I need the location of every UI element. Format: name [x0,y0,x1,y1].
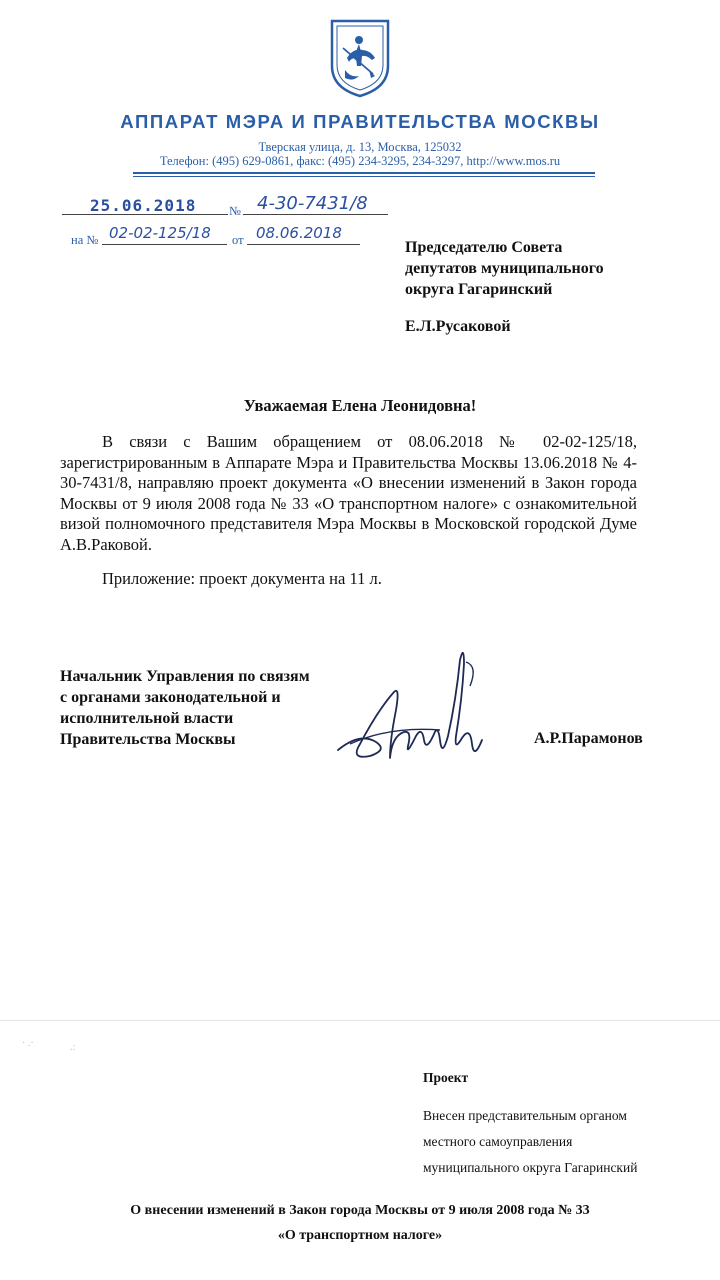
scan-speck: .: [70,1042,76,1053]
draft-label: Проект [423,1070,469,1085]
draft-note-line: Внесен представительным органом [423,1108,627,1123]
attachment-note: Приложение: проект документа на 11 л. [102,569,382,588]
page-divider [0,1020,720,1021]
signer-name: А.Р.Парамонов [534,730,643,747]
number-label: № [229,204,241,218]
signer-title-line: Правительства Москвы [60,731,236,748]
scan-speck: · .· [22,1038,34,1049]
signer-title [60,666,350,750]
incoming-date-underline [247,244,360,245]
reply-to-label: на № [71,233,99,247]
signer-title-line: исполнительной власти [60,710,234,727]
salutation: Уважаемая Елена Леонидовна! [243,396,477,415]
draft-submitter-note [423,1103,683,1181]
draft-title-line-1: О внесении изменений в Закон города Москвы от 9 июля 2008 года № 33 [130,1203,590,1218]
addressee-name: Е.Л.Русаковой [405,318,511,335]
from-label: от [232,233,244,247]
addressee-line: Председателю Совета [405,239,563,256]
signer-title-line: с органами законодательной и [60,689,281,706]
number-underline [243,214,388,215]
organization-contacts: Телефон: (495) 629-0861, факс: (495) 234-3295, 234-3297, http://www.mos.ru [159,154,561,168]
signer-title-line: Начальник Управления по связям [60,668,310,685]
moscow-coat-of-arms-icon [329,18,391,98]
outgoing-number: 4-30-7431/8 [257,193,368,214]
incoming-date: 08.06.2018 [256,224,342,242]
addressee [405,237,665,300]
draft-title-line-2: «О транспортном налоге» [277,1228,443,1243]
addressee-line: округа Гагаринский [405,281,553,298]
draft-note-line: муниципального округа Гагаринский [423,1160,638,1175]
addressee-line: депутатов муниципального [405,260,604,277]
letterhead-rule [133,172,595,174]
letterhead-rule-thin [133,176,595,177]
handwritten-signature [330,640,510,790]
organization-title: АППАРАТ МЭРА И ПРАВИТЕЛЬСТВА МОСКВЫ [120,111,600,132]
incoming-number: 02-02-125/18 [109,224,211,242]
letter-body: В связи с Вашим обращением от 08.06.2018 № 02-02-125/18, зарегистрированным в Аппарате Мэра и Правительства Москвы 13.06.2018 № 4-30-7431/8, направляю проект документа «О внесении изменений в Закон города Москвы от 9 июля 2008 года № 33 «О транспортном налоге» с ознакомительной визой полномочного представителя Мэра Москвы в Московской городской Думе А.В.Раковой. [60,432,637,554]
outgoing-date-stamp: 25.06.2018 [90,196,197,215]
draft-note-line: местного самоуправления [423,1134,573,1149]
incoming-number-underline [102,244,227,245]
organization-address: Тверская улица, д. 13, Москва, 125032 [258,140,462,154]
